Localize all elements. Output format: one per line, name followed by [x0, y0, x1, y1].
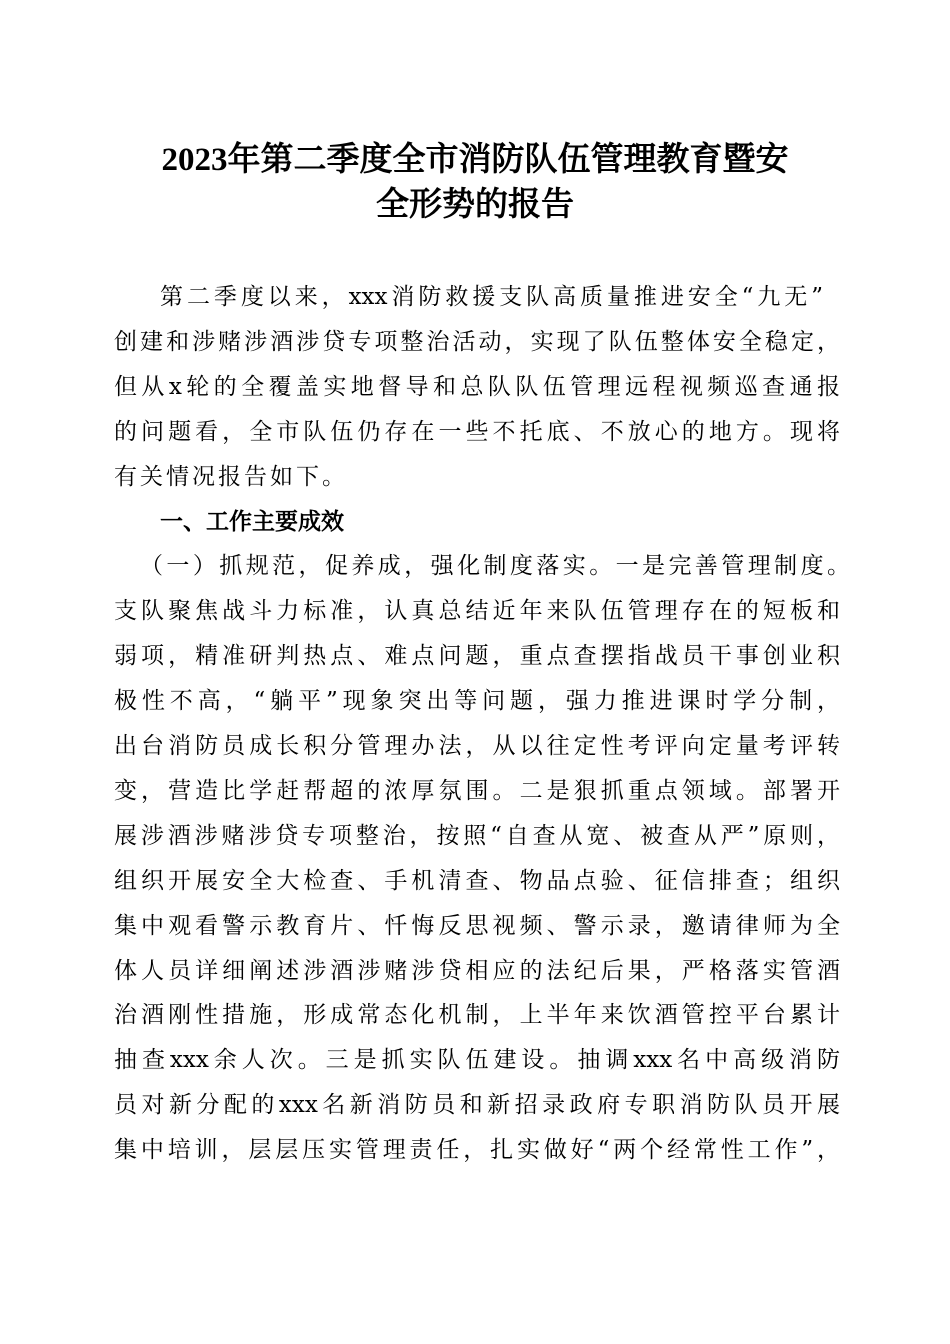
- body-text-line: 体人员详细阐述涉酒涉赌涉贷相应的法纪后果，严格落实管酒: [114, 957, 840, 984]
- body-text-line: 展涉酒涉赌涉贷专项整治，按照“自查从宽、被查从严”原则，: [114, 822, 840, 849]
- section-heading: 一、工作主要成效: [160, 508, 344, 535]
- body-text-line: 第二季度以来，xxx消防救援支队高质量推进安全“九无”: [160, 284, 823, 310]
- body-text-line: （一）抓规范，促养成，强化制度落实。一是完善管理制度。: [140, 553, 850, 580]
- body-text-line: 弱项，精准研判热点、难点问题，重点查摆指战员干事创业积: [114, 643, 840, 670]
- body-text-line: 组织开展安全大检查、手机清查、物品点验、征信排查；组织: [114, 867, 840, 894]
- body-text-line: 支队聚焦战斗力标准，认真总结近年来队伍管理存在的短板和: [114, 598, 840, 625]
- body-text-line: 集中培训，层层压实管理责任，扎实做好“两个经常性工作”，: [114, 1137, 840, 1164]
- body-text-line: 有关情况报告如下。: [114, 463, 348, 490]
- body-text-line: 出台消防员成长积分管理办法，从以往定性考评向定量考评转: [114, 733, 840, 759]
- body-text-line: 员对新分配的xxx名新消防员和新招录政府专职消防队员开展: [114, 1092, 840, 1119]
- body-text-line: 但从x轮的全覆盖实地督导和总队队伍管理远程视频巡查通报: [114, 373, 840, 400]
- document-title-line-1: 2023年第二季度全市消防队伍管理教育暨安: [161, 142, 789, 178]
- body-text-line: 创建和涉赌涉酒涉贷专项整治活动，实现了队伍整体安全稳定，: [114, 328, 840, 355]
- body-text-line: 治酒刚性措施，形成常态化机制，上半年来饮酒管控平台累计: [114, 1002, 840, 1029]
- body-text-line: 变，营造比学赶帮超的浓厚氛围。二是狠抓重点领域。部署开: [114, 777, 840, 804]
- body-text-line: 抽查xxx余人次。三是抓实队伍建设。抽调xxx名中高级消防: [114, 1047, 840, 1074]
- body-text-line: 的问题看，全市队伍仍存在一些不托底、不放心的地方。现将: [114, 418, 840, 445]
- body-text-line: 极性不高，“躺平”现象突出等问题，强力推进课时学分制，: [114, 688, 840, 715]
- document-title-line-2: 全形势的报告: [376, 187, 574, 223]
- body-text-line: 集中观看警示教育片、忏悔反思视频、警示录，邀请律师为全: [114, 912, 840, 939]
